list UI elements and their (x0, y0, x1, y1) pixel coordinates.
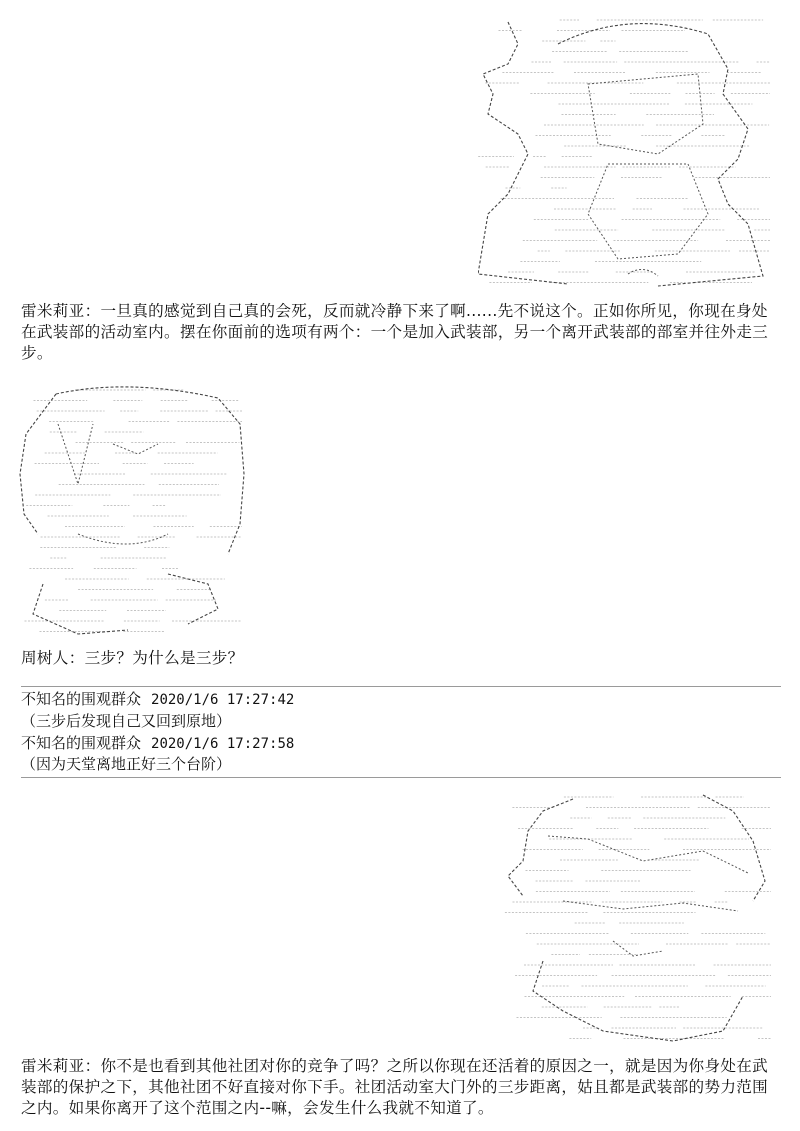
dialogue-remilia-2 (21, 1056, 781, 1119)
dialogue-text: 三步？为什么是三步？ (84, 649, 244, 667)
comment-text: （三步后发现自己又回到原地） (21, 712, 232, 730)
ascii-art-remilia-top-drawing (478, 14, 774, 290)
speaker-separator: ： (84, 1057, 101, 1075)
comment-author: 不知名的围观群众 (21, 690, 142, 708)
dialogue-text: 一旦真的感觉到自己真的会死，反而就冷静下来了啊......先不说这个。正如你所见，你现在身处在武装部的活动室内。摆在你面前的选项有两个：一个是加入武装部，另一个离开武装部的部室并往外走三步。 (21, 302, 769, 362)
comment-divider-top (21, 686, 781, 687)
comment-header (21, 733, 294, 754)
dialogue-text: 你不是也看到其他社团对你的竞争了吗？之所以你现在还活着的原因之一，就是因为你身处在武装部的保护之下，其他社团不好直接对你下手。社团活动室大门外的三步距离，姑且都是武装部的势力范围之内。如果你离开了这个范围之内--嘛，会发生什么我就不知道了。 (21, 1057, 769, 1117)
speaker-name: 雷米莉亚 (21, 1057, 85, 1075)
speaker-name: 周树人 (21, 649, 69, 667)
ascii-art-zhou-shuren-drawing (18, 384, 246, 642)
ascii-art-remilia-bottom (503, 791, 775, 1047)
speaker-separator: ： (84, 302, 101, 320)
ascii-art-zhou-shuren (18, 384, 246, 642)
comment-divider-bottom (21, 777, 781, 778)
ascii-art-remilia-bottom-drawing (503, 791, 775, 1047)
comment-header (21, 689, 294, 710)
speaker-name: 雷米莉亚 (21, 302, 85, 320)
comment-date: 2020/1/6 17:27:42 (151, 692, 295, 708)
comment-author: 不知名的围观群众 (21, 734, 142, 752)
ascii-art-remilia-top (478, 14, 774, 290)
art-lines (478, 20, 770, 283)
speaker-separator: ： (68, 649, 85, 667)
dialogue-zhou-shuren (21, 648, 781, 669)
comment-text: （因为天堂离地正好三个台阶） (21, 755, 232, 773)
comment-date: 2020/1/6 17:27:58 (151, 736, 295, 752)
art-lines (25, 390, 243, 632)
art-lines (505, 797, 771, 1039)
dialogue-remilia-1 (21, 301, 781, 364)
